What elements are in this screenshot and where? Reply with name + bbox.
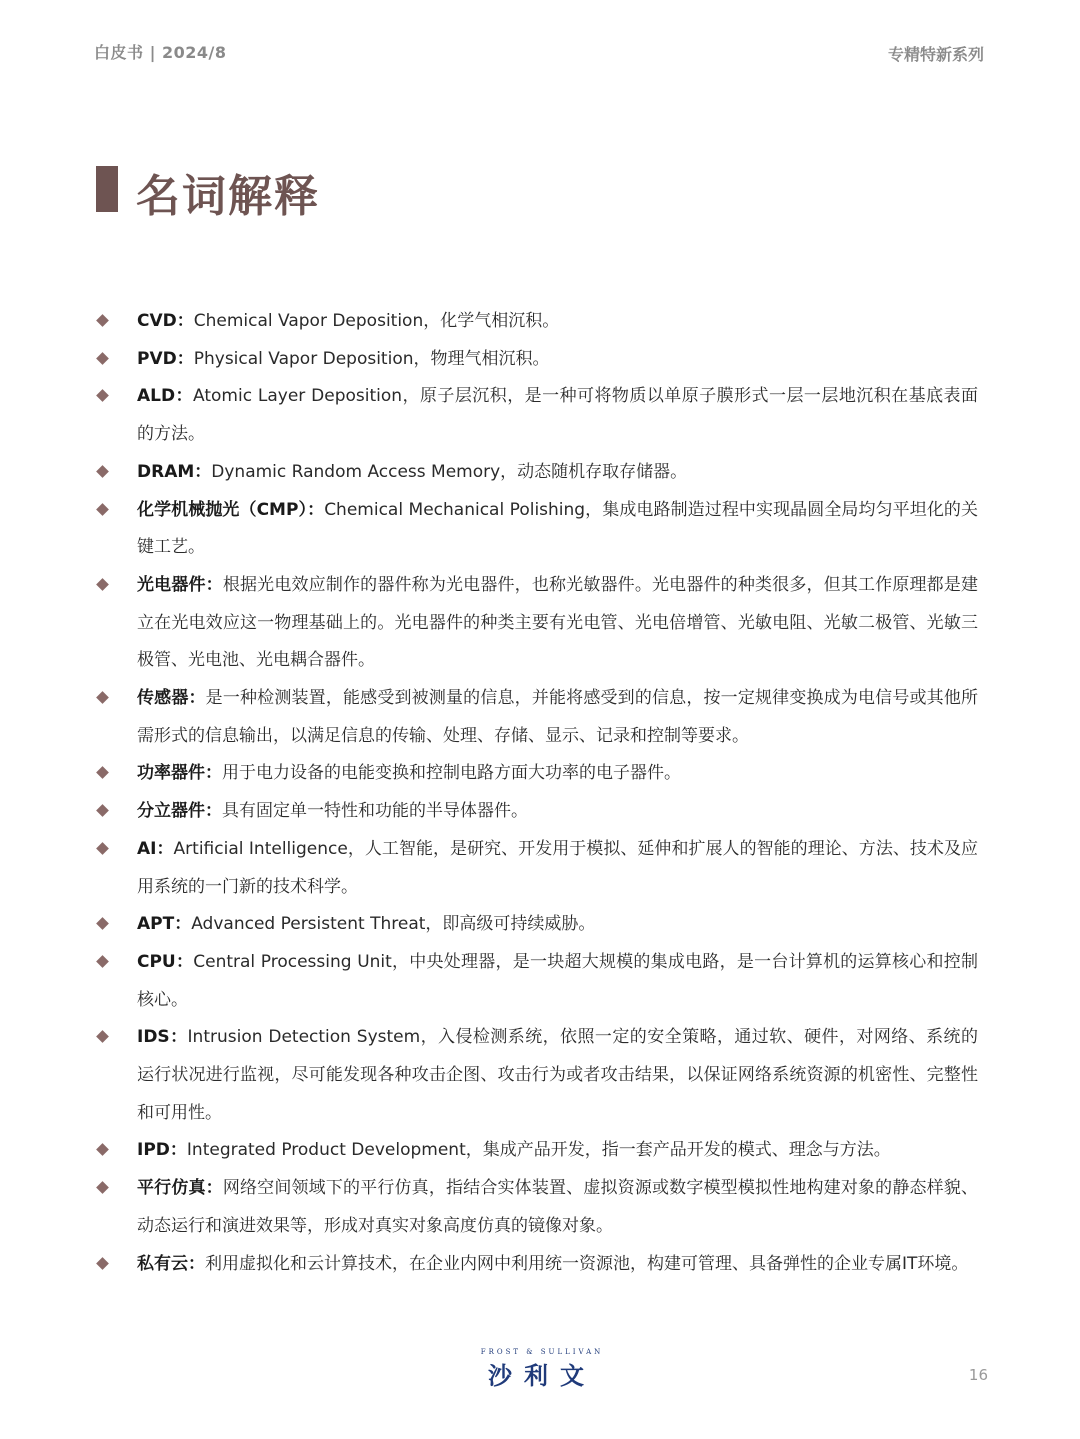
term: CVD： <box>137 311 194 331</box>
diamond-bullet-icon <box>96 503 109 516</box>
glossary-entry <box>96 680 978 755</box>
diamond-bullet-icon <box>96 352 109 365</box>
definition: Atomic Layer Deposition，原子层沉积，是一种可将物质以单原子膜形式一层一层地沉积在基底表面的方法。 <box>137 386 978 445</box>
term: 传感器： <box>137 688 206 709</box>
term: 光电器件： <box>137 574 223 595</box>
term: 化学机械抛光（CMP）： <box>137 499 325 520</box>
logo-english-text: FROST & SULLIVAN <box>480 1348 604 1356</box>
definition: Intrusion Detection System，入侵检测系统，依照一定的安全策略，通过软、硬件，对网络、系统的运行状况进行监视，尽可能发现各种攻击企图、攻击行为或者攻击结果，以保证网络系统资源的机密性、完整性和可用性。 <box>137 1027 978 1123</box>
definition: 网络空间领域下的平行仿真，指结合实体装置、虚拟资源或数字模型模拟性地构建对象的静态样貌、动态运行和演进效果等，形成对真实对象高度仿真的镜像对象。 <box>137 1178 979 1236</box>
term: 平行仿真： <box>137 1178 223 1199</box>
glossary-entry <box>96 755 978 793</box>
definition: Dynamic Random Access Memory，动态随机存取存储器。 <box>211 461 688 482</box>
definition: Chemical Mechanical Polishing，集成电路制造过程中实现晶圆全局均匀平坦化的关键工艺。 <box>137 499 978 558</box>
glossary-entry <box>96 831 978 906</box>
frost-sullivan-logo <box>474 1348 610 1391</box>
diamond-bullet-icon <box>96 465 109 478</box>
definition: 根据光电效应制作的器件称为光电器件，也称光敏器件。光电器件的种类很多，但其工作原理都是建立在光电效应这一物理基础上的。光电器件的种类主要有光电管、光电倍增管、光敏电阻、光敏二极管、光敏三极管、光电池、光电耦合器件。 <box>137 574 979 671</box>
diamond-bullet-icon <box>96 1181 109 1194</box>
glossary-entry <box>96 906 978 944</box>
diamond-bullet-icon <box>96 314 109 327</box>
definition: Physical Vapor Deposition，物理气相沉积。 <box>193 348 550 369</box>
glossary-entry <box>96 378 978 453</box>
diamond-bullet-icon <box>96 955 109 968</box>
page-number: 16 <box>968 1366 988 1384</box>
definition: 用于电力设备的电能变换和控制电路方面大功率的电子器件。 <box>222 763 681 784</box>
diamond-bullet-icon <box>96 917 109 930</box>
definition: 是一种检测装置，能感受到被测量的信息，并能将感受到的信息，按一定规律变换成为电信号或其他所需形式的信息输出，以满足信息的传输、处理、存储、显示、记录和控制等要求。 <box>137 688 979 746</box>
glossary-entry <box>96 341 978 379</box>
term: 功率器件： <box>137 763 222 784</box>
term: ALD： <box>137 386 194 407</box>
glossary-entry <box>96 1170 978 1245</box>
definition: Central Processing Unit，中央处理器，是一块超大规模的集成电路，是一台计算机的运算核心和控制核心。 <box>137 951 978 1010</box>
diamond-bullet-icon <box>96 578 109 591</box>
glossary-entry <box>96 1132 978 1170</box>
diamond-bullet-icon <box>96 691 109 704</box>
glossary-entry <box>96 492 978 567</box>
term: APT： <box>137 914 192 935</box>
definition: Artificial Intelligence，人工智能，是研究、开发用于模拟、延伸和扩展人的智能的理论、方法、技术及应用系统的一门新的技术科学。 <box>137 838 978 897</box>
term: 私有云： <box>137 1253 205 1274</box>
glossary-entry <box>96 1246 978 1284</box>
term: CPU： <box>137 951 194 972</box>
definition: Integrated Product Development，集成产品开发，指一套产品开发的模式、理念与方法。 <box>186 1140 891 1161</box>
diamond-bullet-icon <box>96 842 109 855</box>
page-title: 名词解释 <box>136 171 320 222</box>
diamond-bullet-icon <box>96 1030 109 1043</box>
diamond-bullet-icon <box>96 390 109 403</box>
glossary-entry <box>96 793 978 831</box>
glossary-entry <box>96 303 978 341</box>
definition: 利用虚拟化和云计算技术，在企业内网中利用统一资源池，构建可管理、具备弹性的企业专属IT环境。 <box>205 1253 969 1274</box>
definition: Advanced Persistent Threat，即高级可持续威胁。 <box>191 914 596 935</box>
diamond-bullet-icon <box>96 767 109 780</box>
title-accent-bar <box>96 166 118 212</box>
term: AI： <box>137 838 174 859</box>
header-left-text: 白皮书 | 2024/8 <box>94 43 227 62</box>
diamond-bullet-icon <box>96 1257 109 1270</box>
term: IDS： <box>137 1027 188 1048</box>
term: DRAM： <box>137 461 212 482</box>
term: IPD： <box>137 1140 187 1161</box>
glossary-entry <box>96 944 978 1019</box>
diamond-bullet-icon <box>96 804 109 817</box>
logo-chinese-text: 沙利文 <box>488 1362 596 1390</box>
glossary-entry <box>96 1019 978 1132</box>
term: 分立器件： <box>137 801 222 822</box>
glossary-entry <box>96 454 978 492</box>
definition: 具有固定单一特性和功能的半导体器件。 <box>222 801 528 822</box>
header-right-text: 专精特新系列 <box>887 45 984 64</box>
term: PVD： <box>137 348 194 369</box>
definition: Chemical Vapor Deposition，化学气相沉积。 <box>193 311 560 331</box>
glossary-list <box>96 303 978 1283</box>
diamond-bullet-icon <box>96 1144 109 1157</box>
glossary-entry <box>96 567 978 680</box>
